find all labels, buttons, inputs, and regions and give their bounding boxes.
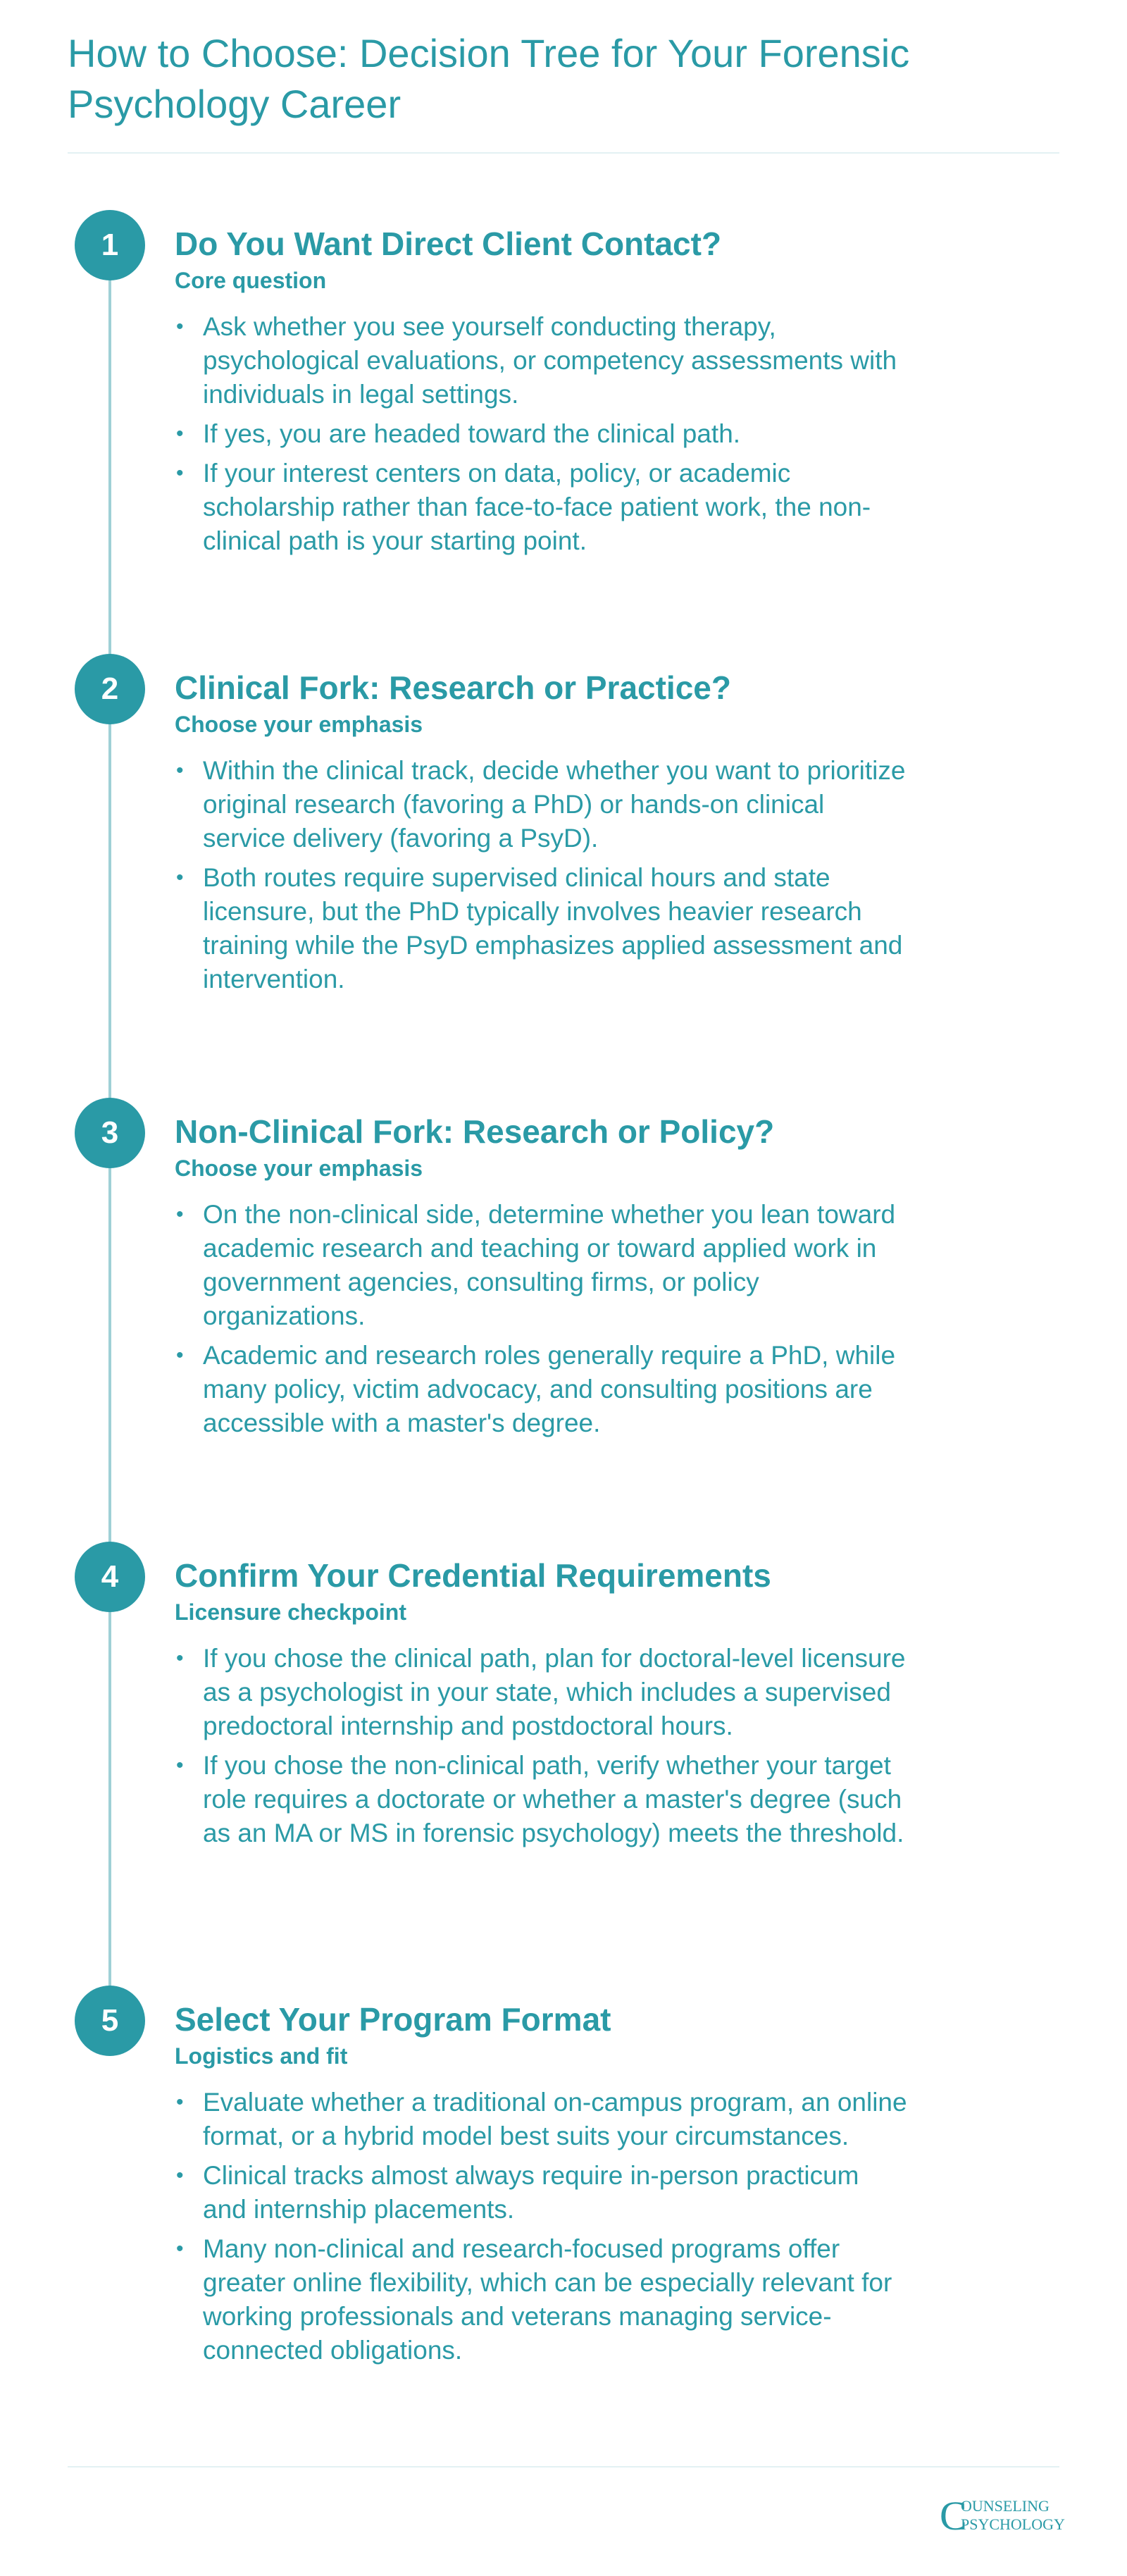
page-title: How to Choose: Decision Tree for Your Forensic Psychology Career (68, 31, 910, 126)
bullet-item: • Both routes require supervised clinical hours and state licensure, but the PhD typically involves heavier research training while the PsyD emphasizes applied assessment and intervention. (175, 861, 907, 996)
bullet-item: • If you chose the clinical path, plan for doctoral-level licensure as a psychologist in your state, which includes a supervised predoctoral internship and postdoctoral hours. (175, 1642, 907, 1743)
logo-mark: C (940, 2493, 967, 2539)
bullet-item: • Within the clinical track, decide whether you want to prioritize original research (favoring a PhD) or hands-on clinical service delivery (favoring a PsyD). (175, 754, 907, 855)
bullet-item: • Ask whether you see yourself conducting therapy, psychological evaluations, or competency assessments with individuals in legal settings. (175, 310, 907, 411)
step-subtitle: Core question (175, 268, 327, 293)
bullet-item: • Many non-clinical and research-focused programs offer greater online flexibility, which can be especially relevant for working professionals and veterans managing service-connected obligations. (175, 2232, 907, 2367)
step-bullet-list (175, 1198, 907, 1446)
step-subtitle: Licensure checkpoint (175, 1599, 406, 1625)
bullet-item: • Evaluate whether a traditional on-campus program, an online format, or a hybrid model best suits your circumstances. (175, 2086, 907, 2153)
step-title: Clinical Fork: Research or Practice? (175, 669, 731, 706)
step-number-badge: 2 (75, 654, 145, 724)
step-number-badge: 3 (75, 1098, 145, 1168)
counseling-psychology-logo (940, 2493, 1065, 2539)
step-bullet-list (175, 310, 907, 564)
bullet-item: • If yes, you are headed toward the clinical path. (175, 417, 907, 451)
bullet-item: • Clinical tracks almost always require in-person practicum and internship placements. (175, 2159, 907, 2227)
step-number-badge: 4 (75, 1542, 145, 1612)
step-subtitle: Logistics and fit (175, 2043, 348, 2069)
step-bullet-list (175, 754, 907, 1002)
step-title: Select Your Program Format (175, 2001, 611, 2038)
footer-divider (68, 2466, 1059, 2467)
step-bullet-list (175, 1642, 907, 1856)
step-subtitle: Choose your emphasis (175, 1156, 423, 1181)
step-bullet-list (175, 2086, 907, 2373)
step-title: Do You Want Direct Client Contact? (175, 225, 722, 262)
header-divider (68, 152, 1059, 154)
step-title: Non-Clinical Fork: Research or Policy? (175, 1113, 775, 1150)
bullet-item: • On the non-clinical side, determine whether you lean toward academic research and teaching or toward applied work in government agencies, consulting firms, or policy organizations. (175, 1198, 907, 1333)
bullet-item: • If your interest centers on data, policy, or academic scholarship rather than face-to-face patient work, the non-clinical path is your starting point. (175, 457, 907, 558)
bullet-item: • If you chose the non-clinical path, verify whether your target role requires a doctorate or whether a master's degree (such as an MA or MS in forensic psychology) meets the threshold. (175, 1749, 907, 1850)
step-subtitle: Choose your emphasis (175, 712, 423, 737)
bullet-item: • Academic and research roles generally require a PhD, while many policy, victim advocacy, and consulting positions are accessible with a master's degree. (175, 1339, 907, 1440)
logo-text-line-2: PSYCHOLOGY (961, 2515, 1065, 2533)
step-number-badge: 1 (75, 210, 145, 280)
step-number-badge: 5 (75, 1986, 145, 2056)
logo-text-line-1: OUNSELING (961, 2497, 1050, 2515)
step-title: Confirm Your Credential Requirements (175, 1557, 771, 1594)
